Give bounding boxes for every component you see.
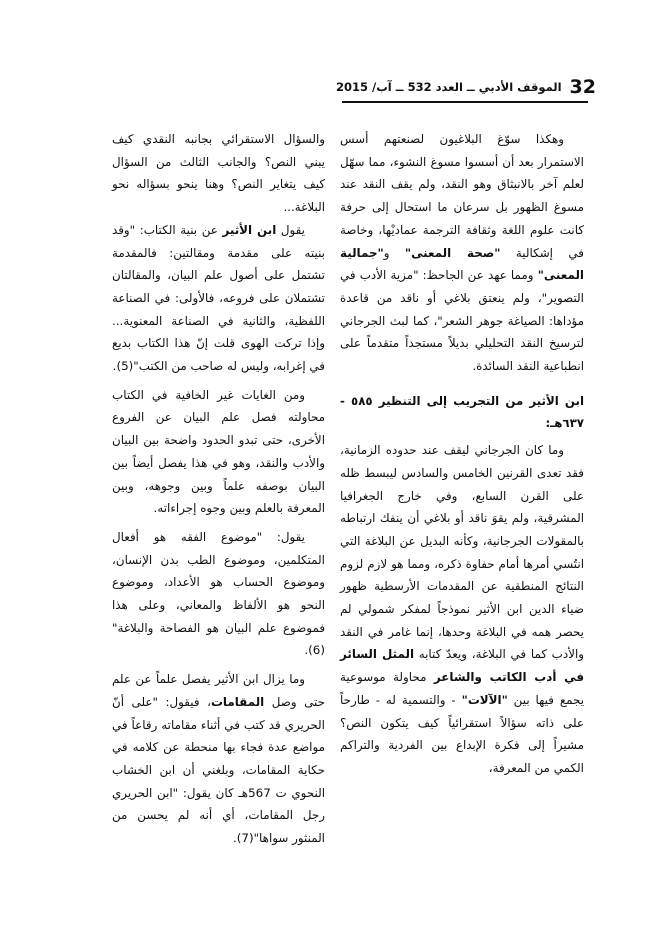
bold-term: المقامات (210, 694, 265, 709)
text: ومما عهد عن الجاحظ: "مزية الأدب في التصوير"، ولم ينعتق بلاغي أو ناقد من قاعدة مؤداها: الصياغة جوهر الشعر"، كما لبث الجرجاني لترسيخ النقد التحليلي بديلاً مستجداً متقدماً على انطباعية النقد السائدة. (340, 268, 584, 374)
paragraph (340, 439, 584, 780)
paragraph (340, 128, 584, 378)
page-number: 32 (569, 75, 596, 98)
bold-term: "صحة المعنى" (404, 245, 501, 260)
text: ، فيقول: "على أنّ الحريري قد كتب في أثناء مقاماته رقاعاً في مواضع عدة فجاء بها منحطة عن كلامه في حكاية المقامات، وبلغني أن ابن الخشاب النحوي ت 567هـ كان يقول: "ابن الحريري رجل المقامات، أي أنه لم يحسن من المنثور سواها"(7). (112, 694, 325, 846)
paragraph (112, 668, 325, 850)
bold-term: "جمالية المعنى" (340, 245, 584, 283)
text: و (383, 245, 405, 260)
right-column (340, 128, 584, 780)
paragraph: يقول: "موضوع الفقه هو أفعال المتكلمين، وموضوع الطب بدن الإنسان، وموضوع الحساب هو الأعداد، وموضوع النحو هو الألفاظ والمعاني، وعلى هذا فموضوع علم البيان هو الفصاحة والبلاغة"(6). (112, 529, 325, 658)
book-title: المثل السائر في أدب الكاتب والشاعر (340, 647, 584, 685)
paragraph: والسؤال الاستقرائي بجانبه النقدي كيف يبني النص؟ والجانب الثالث من السؤال كيف يتغاير النص؟ وهنا ينحو بسؤاله نحو البلاغة... (112, 132, 325, 215)
left-column (112, 128, 325, 850)
text: وهكذا سوّغ البلاغيون لصنعتهم أسس الاستمرار بعد أن أسسوا مسوغ النشوء، مما سهّل لعلم آخر بالانبثاق وهو النقد، ولم يقف النقد عند مسوغ الظهور بل سرعان ما استحال إلى حرفة كانت علوم اللغة وثقافة الترجمة عماديْها، وخاصة في إشكالية (340, 132, 584, 260)
paragraph: ومن الغايات غير الخافية في الكتاب محاولته فصل علم البيان عن الفروع الأخرى، حتى تبدو الحدود واضحة بين البيان والأدب والنقد، وهو في هذا يفصل أيضاً بين البيان بوصفه علماً وبين وجوهه، وبين المعرفة بالعلم وبين وجوه إجراءاته. (112, 387, 325, 516)
header-rule (342, 101, 588, 103)
text: وما كان الجرجاني ليقف عند حدوده الزمانية، فقد تعدى القرنين الخامس والسادس ليبسط ظله على القرن السابع، وفي خارج الجغرافيا المشرقية، ولم يقوَ ناقد أو بلاغي أن ينفك ارتباطه بالمقولات الجرجانية، وكأنه البديل عن البلاغة التي انتُسي أمرها أمام حفاوة ذكره، ومما هو لازم لزوم النتائج المنطقية عن المقدمات الأرسطية ظهور ضياء الدين ابن الأثير نموذجاً لمفكر شمولي لم يحصر همه في البلاغة وحدها، إنما غامر في النقد والأدب كما في البلاغة، ويعدّ كتابه (340, 443, 585, 662)
text: يقول (276, 222, 305, 237)
issue-line: الموقف الأدبي ــ العدد 532 ــ آب/ 2015 (336, 80, 562, 94)
section-heading: ابن الأثير من التجريب إلى التنظير ٥٨٥ - ٦٣٧هـ: (340, 393, 584, 431)
text: وما يزال ابن الأثير يفصل علماً عن علم حتى وصل (112, 672, 325, 709)
text: محاولة موسوعية يجمع فيها بين (340, 670, 585, 707)
text: - والتسمية له - طارحاً على ذاته سؤالاً استقرائياً كيف يتكون النص؟ مشيراً إلى فكرة الإبداع بين الفردية والتراكم الكمي من المعرفة، (340, 692, 584, 775)
bold-term: ابن الأثير (222, 222, 277, 237)
paragraph (112, 219, 325, 378)
page-header (316, 70, 596, 104)
bold-term: "الآلات" (461, 692, 508, 707)
text: عن بنية الكتاب: "وقد بنيته على مقدمة ومقالتين: فالمقدمة تشتمل على أصول علم البيان، والمقالتان تشتملان على فروعه، فالأولى: في الصناعة اللفظية، والثانية في الصناعة المعنوية... وإذا تركت الهوى قلت إنّ هذا الكتاب بديع في إغرابه، وليس له صاحب من الكتب"(5). (112, 222, 325, 374)
